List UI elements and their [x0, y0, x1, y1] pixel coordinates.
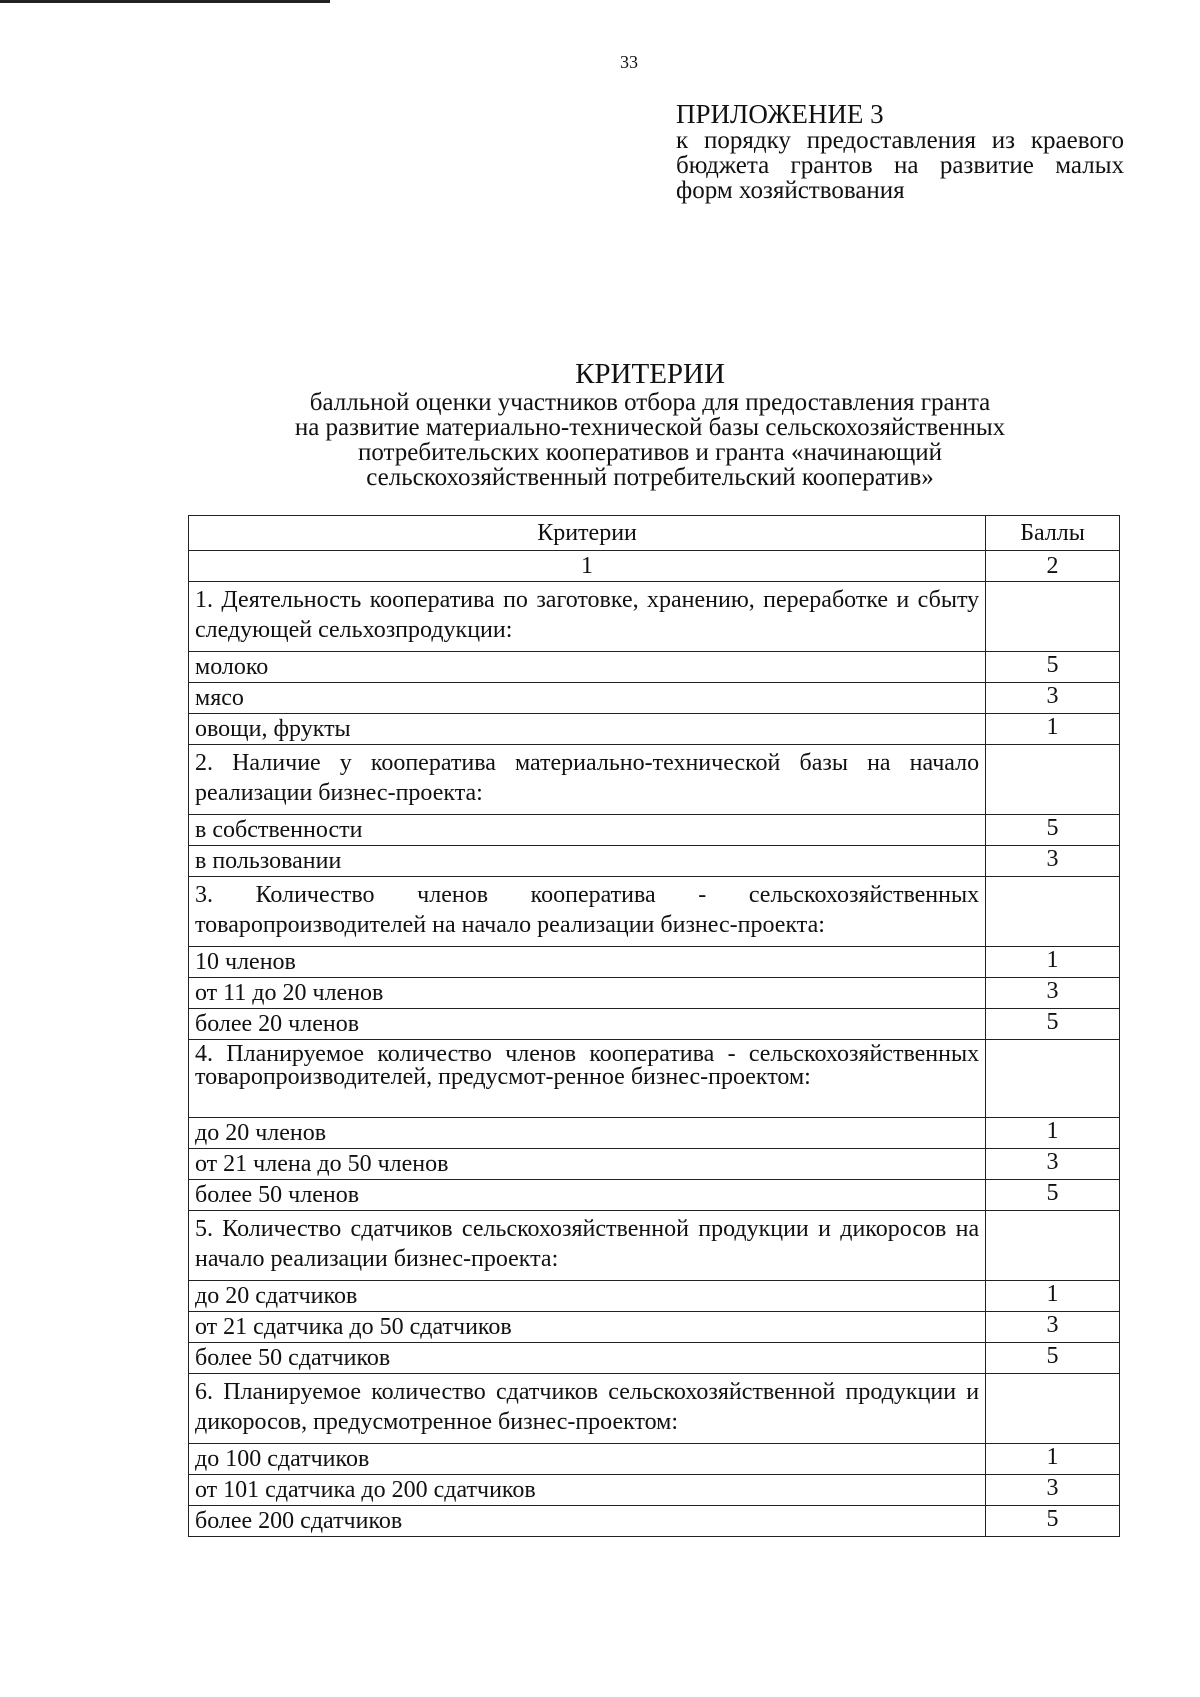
option-points: 3 — [986, 846, 1120, 877]
table-row — [189, 1312, 1120, 1343]
option-points: 5 — [986, 1343, 1120, 1374]
table-row — [189, 1118, 1120, 1149]
section-points-empty — [986, 877, 1120, 947]
table-row — [189, 947, 1120, 978]
table-row — [189, 652, 1120, 683]
section-header-row — [189, 745, 1120, 815]
option-points: 1 — [986, 947, 1120, 978]
table-row — [189, 1343, 1120, 1374]
criteria-heading — [170, 358, 1130, 490]
option-points: 1 — [986, 1118, 1120, 1149]
section-points-empty — [986, 1211, 1120, 1281]
table-row — [189, 815, 1120, 846]
table-row — [189, 1444, 1120, 1475]
table-row — [189, 683, 1120, 714]
table-row — [189, 1149, 1120, 1180]
section-points-empty — [986, 1040, 1120, 1118]
option-label: в собственности — [189, 815, 986, 846]
criteria-subtitle-line: сельскохозяйственный потребительский кооператив» — [366, 464, 934, 491]
table-row — [189, 1009, 1120, 1040]
option-points: 5 — [986, 1009, 1120, 1040]
table-body — [189, 551, 1120, 1537]
option-label: более 50 членов — [189, 1180, 986, 1211]
option-points: 3 — [986, 1149, 1120, 1180]
option-label: 10 членов — [189, 947, 986, 978]
option-points: 3 — [986, 1312, 1120, 1343]
section-title: 2. Наличие у кооператива материально-технической базы на начало реализации бизнес-проекта: — [189, 745, 986, 815]
criteria-title: КРИТЕРИИ — [575, 358, 725, 390]
appendix-block — [676, 100, 1124, 203]
option-label: до 20 сдатчиков — [189, 1281, 986, 1312]
option-label: более 200 сдатчиков — [189, 1506, 986, 1537]
option-label: более 20 членов — [189, 1009, 986, 1040]
column-number-criteria: 1 — [189, 551, 986, 582]
criteria-subtitle-line: на развитие материально-технической базы сельскохозяйственных — [294, 414, 1006, 441]
table-row — [189, 714, 1120, 745]
table-row — [189, 1475, 1120, 1506]
option-points: 3 — [986, 683, 1120, 714]
table-row — [189, 1506, 1120, 1537]
option-label: до 100 сдатчиков — [189, 1444, 986, 1475]
section-title: 5. Количество сдатчиков сельскохозяйственной продукции и дикоросов на начало реализации бизнес-проекта: — [189, 1211, 986, 1281]
option-label: в пользовании — [189, 846, 986, 877]
option-points: 5 — [986, 652, 1120, 683]
option-points: 5 — [986, 815, 1120, 846]
criteria-table — [188, 515, 1120, 1537]
section-header-row — [189, 1211, 1120, 1281]
section-header-row — [189, 1040, 1120, 1118]
section-points-empty — [986, 745, 1120, 815]
option-label: от 101 сдатчика до 200 сдатчиков — [189, 1475, 986, 1506]
section-title: 6. Планируемое количество сдатчиков сельскохозяйственной продукции и дикоросов, предусмотренное бизнес-проектом: — [189, 1374, 986, 1444]
criteria-subtitle-line: балльной оценки участников отбора для предоставления гранта — [309, 389, 991, 416]
column-header-points: Баллы — [986, 516, 1120, 551]
table-row — [189, 1180, 1120, 1211]
top-scan-rule — [0, 0, 330, 3]
option-points: 3 — [986, 1475, 1120, 1506]
section-title: 3. Количество членов кооператива - сельскохозяйственных товаропроизводителей на начало реализации бизнес-проекта: — [189, 877, 986, 947]
option-label: от 21 сдатчика до 50 сдатчиков — [189, 1312, 986, 1343]
option-label: мясо — [189, 683, 986, 714]
page-number: 33 — [620, 52, 638, 72]
appendix-text: к порядку предоставления из краевого бюджета грантов на развитие малых форм хозяйствования — [676, 127, 1124, 204]
option-label: от 11 до 20 членов — [189, 978, 986, 1009]
appendix-title: ПРИЛОЖЕНИЕ 3 — [676, 99, 884, 129]
option-points: 5 — [986, 1180, 1120, 1211]
option-points: 1 — [986, 1444, 1120, 1475]
option-label: от 21 члена до 50 членов — [189, 1149, 986, 1180]
criteria-subtitle-line: потребительских кооперативов и гранта «начинающий — [357, 439, 943, 466]
option-points: 5 — [986, 1506, 1120, 1537]
section-title: 4. Планируемое количество членов кооператива - сельскохозяйственных товаропроизводителей, предусмот-ренное бизнес-проектом: — [189, 1040, 986, 1118]
column-number-points: 2 — [986, 551, 1120, 582]
table-row — [189, 846, 1120, 877]
table-row — [189, 978, 1120, 1009]
column-header-criteria: Критерии — [189, 516, 986, 551]
option-points: 1 — [986, 1281, 1120, 1312]
option-label: овощи, фрукты — [189, 714, 986, 745]
section-points-empty — [986, 582, 1120, 652]
column-number-row — [189, 551, 1120, 582]
section-header-row — [189, 582, 1120, 652]
section-header-row — [189, 1374, 1120, 1444]
section-title: 1. Деятельность кооператива по заготовке, хранению, переработке и сбыту следующей сельхозпродукции: — [189, 582, 986, 652]
option-label: молоко — [189, 652, 986, 683]
option-label: более 50 сдатчиков — [189, 1343, 986, 1374]
option-label: до 20 членов — [189, 1118, 986, 1149]
section-header-row — [189, 877, 1120, 947]
table-row — [189, 1281, 1120, 1312]
option-points: 1 — [986, 714, 1120, 745]
option-points: 3 — [986, 978, 1120, 1009]
table-header-row — [189, 516, 1120, 551]
section-points-empty — [986, 1374, 1120, 1444]
